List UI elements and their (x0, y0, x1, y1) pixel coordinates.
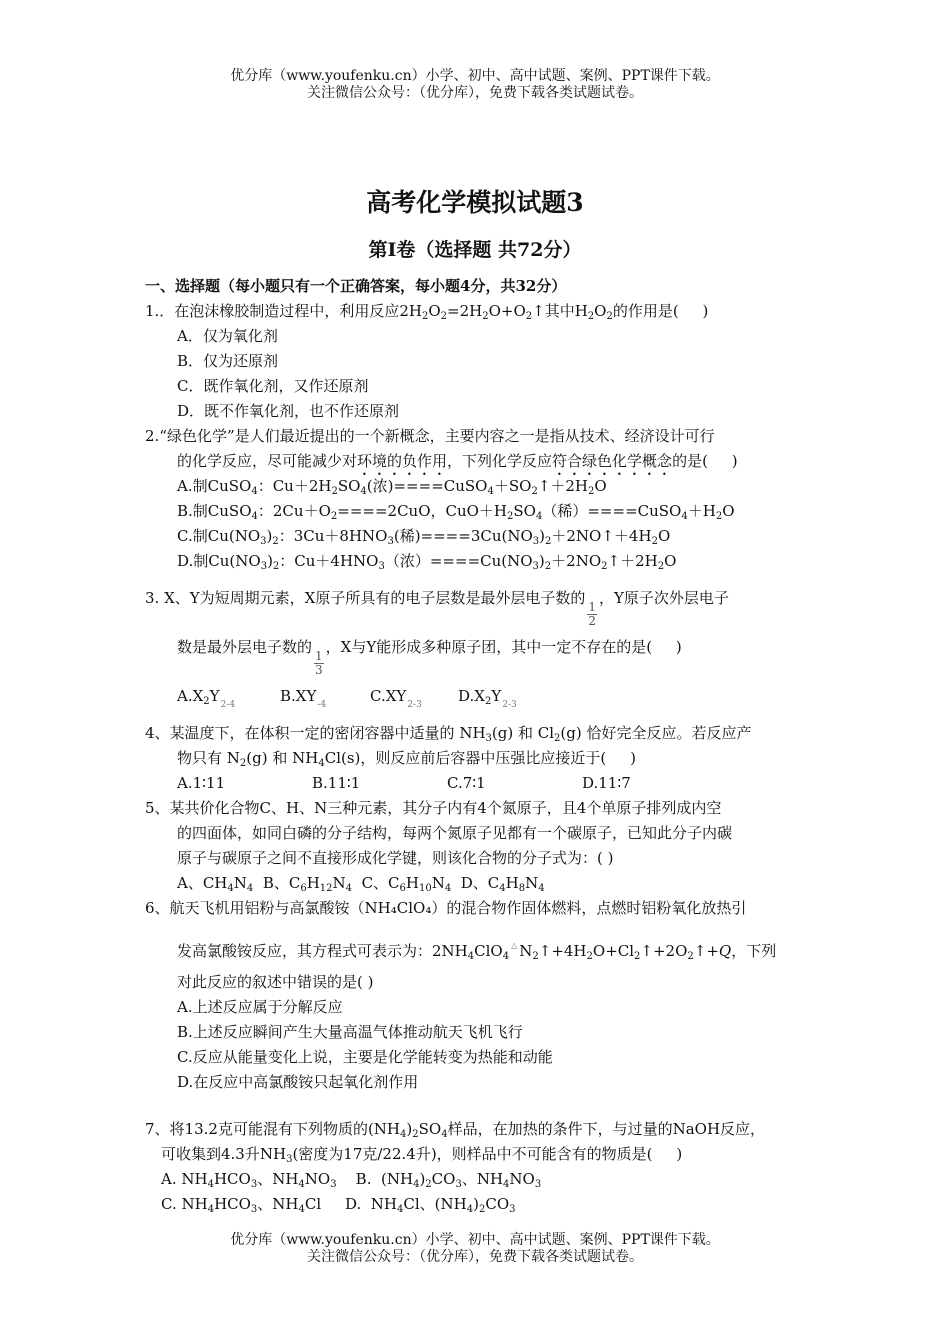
q2-option-b: B.制CuSO$_4$：$2Cu+O_2====2CuO$，$CuO+H_2SO_4$（稀）$====CuSO_4+H_2O$ (177, 502, 735, 522)
footer-line-2: 关注微信公众号：（优分库），免费下载各类试题试卷。 (307, 1249, 643, 1265)
page-header (0, 68, 950, 102)
q6-option-d: D.在反应中高氯酸铵只起氧化剂作用 (177, 1073, 419, 1091)
header-line-2: 关注微信公众号：（优分库），免费下载各类试题试卷。 (307, 85, 643, 101)
q2-option-d: D.制$Cu(NO_3)_2$：$Cu+4HNO_3$（浓）$====Cu(NO_3)_2+2NO_2↑+2H_2O$ (177, 552, 677, 572)
footer-line-1: 优分库（www.youfenku.cn）小学、初中、高中试题、案例、PPT课件下载。 (230, 1232, 720, 1248)
section-heading: 一、选择题（每小题只有一个正确答案，每小题4分，共32分） (145, 277, 567, 295)
q1-option-c: C．既作氧化剂，又作还原剂 (177, 377, 369, 395)
q4-stem-2: 物只有 $N_2(g)$ 和 $NH_4Cl(s)$，则反应前后容器中压强比应接近于( ) (177, 749, 636, 769)
q1-stem: 1.．在泡沫橡胶制造过程中，利用反应$2H_2O_2=2H_2O+O_2↑$其中$H_2O_2$的作用是( ) (145, 302, 709, 322)
q7-stem-2: 可收集到4.3升$NH_3$(密度为17克/22.4升)，则样品中不可能含有的物质是( ) (161, 1145, 683, 1165)
header-line-1: 优分库（www.youfenku.cn）小学、初中、高中试题、案例、PPT课件下载。 (230, 68, 720, 84)
exam-subtitle: 第Ⅰ卷（选择题 共72分） (368, 239, 582, 261)
q3-option-d: $D.X_2Y2-3$ (458, 687, 517, 710)
q2-option-c: C.制$Cu(NO_3)_2$：$3Cu+8HNO_3$(稀)$====3Cu(NO_3)_2+2NO↑+4H_2O$ (177, 527, 671, 547)
q1-option-a: A．仅为氧化剂 (177, 327, 278, 345)
q3-option-b: B.XY-4 (280, 687, 327, 710)
q4-stem-1: 4、某温度下，在体积一定的密闭容器中适量的 $NH_3(g)$ 和 $Cl_2(g)$ 恰好完全反应。若反应产 (145, 724, 752, 744)
q3-options (145, 672, 810, 721)
q3-stem-2: 数是最外层电子数的 $\frac{1}{3}$ ，X与Y能形成多种原子团，其中一定不存在的是( ) (177, 638, 682, 677)
exam-title: 高考化学模拟试题3 (366, 188, 584, 217)
q4-option-d: D.11∶7 (582, 774, 631, 792)
q7-stem-1: 7、将13.2克可能混有下列物质的$(NH_4)_2SO_4$样品，在加热的条件下，与过量的NaOH反应， (145, 1120, 766, 1140)
q2-option-a: A.制CuSO$_4$：$Cu+2H_2SO_4$(浓)$====CuSO_4+SO_2↑+2H_2O$ (177, 477, 607, 497)
q6-option-b: B.上述反应瞬间产生大量高温气体推动航天飞机飞行 (177, 1023, 523, 1041)
q3-stem-1: 3. X、Y为短周期元素，X原子所具有的电子层数是最外层电子数的 $\frac{1}{2}$ ，Y原子次外层电子 (145, 589, 729, 628)
q4-option-b: B.11∶1 (312, 774, 361, 792)
exam-content (145, 274, 810, 1217)
q3-option-c: C.XY2-3 (370, 687, 422, 710)
q4-option-a: A.1∶11 (177, 774, 226, 792)
page-footer (0, 1232, 950, 1266)
q5-stem-3: 原子与碳原子之间不直接形成化学键，则该化合物的分子式为：( ) (177, 849, 614, 867)
q1-option-b: B．仅为还原剂 (177, 352, 279, 370)
q5-stem-2: 的四面体，如同白磷的分子结构，每两个氮原子见都有一个碳原子，已知此分子内碳 (177, 824, 733, 842)
q4-options (145, 771, 810, 796)
q6-stem-1: 6、航天飞机用铝粉与高氯酸铵（NH₄ClO₄）的混合物作固体燃料，点燃时铝粉氧化放热引 (145, 899, 747, 917)
q6-stem-3: 对此反应的叙述中错误的是( ) (177, 973, 374, 991)
q2-stem-2: 的化学反应，尽可能减少对环境的负作用，下列化学反应符合绿色化学概念的是( ) (177, 452, 738, 470)
q5-stem-1: 5、某共价化合物C、H、N三种元素，其分子内有4个氮原子，且4个单原子排列成内空 (145, 799, 722, 817)
q7-options-2: C. $NH_4HCO_3$、$NH_4Cl$ D. $NH_4Cl$、$(NH_4)_2CO_3$ (161, 1195, 516, 1215)
q6-option-c: C.反应从能量变化上说，主要是化学能转变为热能和动能 (177, 1048, 553, 1066)
q3-option-a: $A.X_2Y2-4$ (177, 687, 236, 710)
q2-stem-1: 2.“绿色化学”是人们最近提出的一个新概念，主要内容之一是指从技术、经济设计可行 (145, 427, 715, 445)
q7-options-1: A. $NH_4HCO_3$、$NH_4NO_3$ B. $(NH_4)_2CO_3$、$NH_4NO_3$ (161, 1170, 542, 1190)
q1-option-d: D．既不作氧化剂，也不作还原剂 (177, 402, 400, 420)
q6-option-a: A.上述反应属于分解反应 (177, 998, 343, 1016)
q6-stem-2: 发高氯酸铵反应，其方程式可表示为：$2NH_4ClO_4\triangle$ $N_2↑+4H_2O+Cl_2↑+2O_2↑+Q$，下列 (177, 941, 777, 962)
q5-options: A、$CH_4N_4$ B、$C_6H_{12}N_4$ C、$C_6H_{10}N_4$ D、$C_4H_8N_4$ (177, 874, 545, 894)
q4-option-c: C.7∶1 (447, 774, 486, 792)
